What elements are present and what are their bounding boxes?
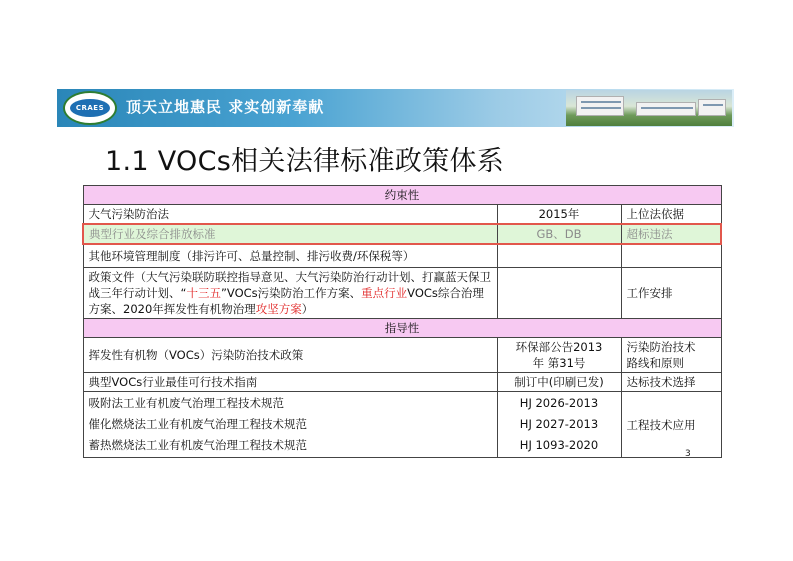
cell-empty [497, 244, 621, 268]
spec-line: 催化燃烧法工业有机废气治理工程技术规范 [88, 417, 307, 431]
cell-code [497, 392, 621, 458]
text-part: ”VOCs污染防治工作方案、 [220, 286, 362, 300]
spec-code: HJ 2027-2013 [519, 417, 599, 431]
cell-role: 工作安排 [621, 268, 721, 319]
text-highlight: 十三五 [186, 286, 221, 300]
craes-logo [63, 91, 117, 125]
table-row [83, 373, 721, 392]
campus-photo [566, 90, 732, 126]
table-row [83, 392, 721, 458]
cell-name: 典型行业及综合排放标准 [83, 224, 497, 244]
cell-name [83, 392, 497, 458]
cell-issuer [497, 338, 621, 373]
text-highlight: 攻坚方案 [255, 302, 302, 316]
text-part: VOCs综合治理方案、2020年挥发性有机物治理 [88, 286, 484, 316]
table-row-highlighted [83, 224, 721, 244]
text-highlight: 重点行业 [361, 286, 408, 300]
cell-empty [621, 244, 721, 268]
cell-name: 其他环境管理制度（排污许可、总量控制、排污收费/环保税等） [83, 244, 497, 268]
building-shape [698, 99, 726, 116]
cell-name: 典型VOCs行业最佳可行技术指南 [83, 373, 497, 392]
issuer-line: 环保部公告2013 [515, 340, 603, 354]
cell-role [621, 338, 721, 373]
cell-empty [497, 268, 621, 319]
page-number: 3 [685, 449, 691, 459]
cell-status: 制订中(印刷已发) [497, 373, 621, 392]
text-part: 政策文件（大气污染联防联控指导意见、大气污染防治行动计划、打赢蓝天保卫战三年行动计划、“ [88, 270, 491, 300]
table-row [83, 338, 721, 373]
policy-table [82, 185, 722, 458]
building-shape [576, 96, 624, 116]
text-part: ） [301, 302, 314, 316]
logo-text: CRAES [70, 99, 110, 117]
header-slogan: 顶天立地惠民 求实创新奉献 [126, 98, 325, 116]
role-line: 污染防治技术 [626, 340, 696, 354]
table-section-header [83, 186, 721, 205]
table-row [83, 244, 721, 268]
cell-name [83, 268, 497, 319]
table-section-header [83, 319, 721, 338]
issuer-line: 年 第31号 [532, 356, 586, 370]
table-row [83, 205, 721, 225]
spec-line: 吸附法工业有机废气治理工程技术规范 [88, 396, 284, 410]
slide-title: 1.1 VOCs相关法律标准政策体系 [105, 146, 505, 177]
spec-line: 蓄热燃烧法工业有机废气治理工程技术规范 [88, 438, 307, 452]
cell-name: 大气污染防治法 [83, 205, 497, 225]
cell-role: 超标违法 [621, 224, 721, 244]
section-label: 指导性 [83, 319, 721, 338]
cell-year: 2015年 [497, 205, 621, 225]
cell-role: 工程技术应用 [621, 392, 721, 458]
cell-code: GB、DB [497, 224, 621, 244]
section-label: 约束性 [83, 186, 721, 205]
cell-role: 上位法依据 [621, 205, 721, 225]
spec-code: HJ 2026-2013 [519, 396, 599, 410]
cell-name: 挥发性有机物（VOCs）污染防治技术政策 [83, 338, 497, 373]
building-shape [636, 102, 696, 116]
role-line: 路线和原则 [626, 356, 684, 370]
cell-role: 达标技术选择 [621, 373, 721, 392]
table-row [83, 268, 721, 319]
spec-code: HJ 1093-2020 [519, 438, 599, 452]
